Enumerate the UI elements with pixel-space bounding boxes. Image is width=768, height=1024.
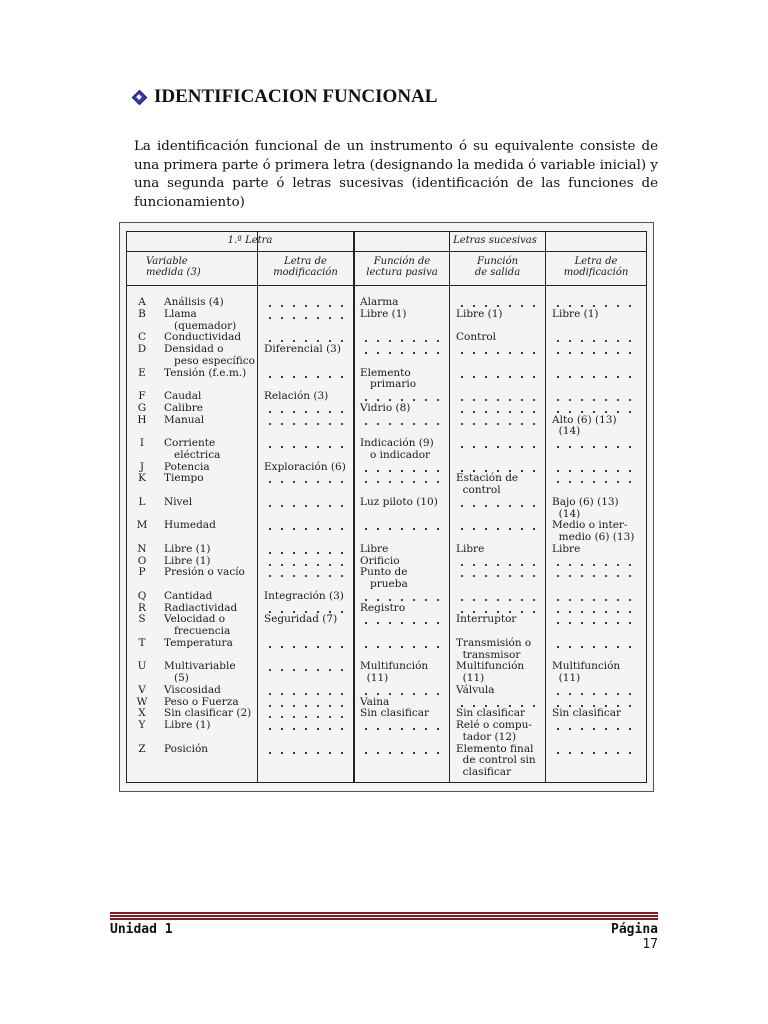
table-cell: (11) xyxy=(360,672,389,684)
table-row xyxy=(120,473,653,485)
dot-leader xyxy=(360,645,442,649)
dot-leader xyxy=(552,563,634,567)
table-cell: Luz piloto (10) xyxy=(360,495,438,508)
table-cell: Radiactividad xyxy=(164,601,238,614)
dot-leader xyxy=(264,422,346,426)
dot-leader xyxy=(360,527,442,531)
dot-leader xyxy=(552,645,634,649)
row-letter: L xyxy=(138,495,146,508)
table-cell: (14) xyxy=(552,507,581,520)
row-letter: Y xyxy=(138,719,146,731)
table-cell: Libre xyxy=(552,542,581,555)
row-letter: U xyxy=(137,660,147,673)
table-row xyxy=(120,767,653,779)
dot-leader xyxy=(552,469,634,473)
table-cell: Llama xyxy=(164,307,197,320)
table-cell: control xyxy=(456,484,501,496)
dot-leader xyxy=(264,692,346,696)
footer-rule xyxy=(110,912,658,920)
table-cell: Vidrio (8) xyxy=(360,401,411,414)
table-cell: Presión o vacío xyxy=(164,566,245,579)
table-cell: Humedad xyxy=(164,519,216,532)
table-cell: Integración (3) xyxy=(264,589,344,602)
table-cell: Exploración (6) xyxy=(264,460,346,473)
table-row xyxy=(120,403,653,415)
row-letter: M xyxy=(136,519,148,532)
dot-leader xyxy=(552,339,634,343)
table-cell: Análisis (4) xyxy=(164,296,224,308)
table-cell: (quemador) xyxy=(164,319,237,332)
table-cell: prueba xyxy=(360,578,408,590)
dot-leader xyxy=(552,727,634,731)
row-letter: F xyxy=(138,390,146,402)
diamond-bullet-icon xyxy=(134,92,144,102)
row-letter: V xyxy=(138,683,146,696)
table-row xyxy=(120,720,653,732)
dot-leader xyxy=(552,445,634,449)
dot-leader xyxy=(264,668,346,672)
dot-leader xyxy=(360,727,442,731)
group-header-subsequent-letters: Letras sucesivas xyxy=(453,235,537,246)
dot-leader xyxy=(264,375,346,379)
table-cell: Densidad o xyxy=(164,343,224,355)
row-letter: T xyxy=(138,636,146,649)
dot-leader xyxy=(264,574,346,578)
table-row xyxy=(120,732,653,744)
section-heading xyxy=(134,86,437,108)
table-cell: Sin clasificar xyxy=(552,707,622,720)
row-letter: G xyxy=(137,401,147,414)
table-cell: Libre xyxy=(456,542,485,555)
row-letter: R xyxy=(138,601,146,614)
row-letter: J xyxy=(139,460,145,473)
dot-leader xyxy=(264,410,346,414)
dot-leader xyxy=(264,316,346,320)
dot-leader xyxy=(456,398,538,402)
dot-leader xyxy=(552,351,634,355)
row-letter: W xyxy=(136,695,148,708)
table-cell: Alarma xyxy=(360,296,399,308)
table-cell: Tensión (f.e.m.) xyxy=(164,366,247,379)
dot-leader xyxy=(264,504,346,508)
table-cell: Válvula xyxy=(456,683,495,696)
col-header-variable: Variable medida (3) xyxy=(146,256,201,278)
dot-leader xyxy=(456,527,538,531)
dot-leader xyxy=(456,410,538,414)
table-cell: Vaina xyxy=(360,695,390,708)
dot-leader xyxy=(360,422,442,426)
table-row xyxy=(120,591,653,603)
table-cell: Caudal xyxy=(164,390,202,402)
table-cell: Indicación (9) xyxy=(360,437,434,449)
table-cell: Cantidad xyxy=(164,589,213,602)
dot-leader xyxy=(360,480,442,484)
dot-leader xyxy=(360,351,442,355)
dot-leader xyxy=(552,480,634,484)
dot-leader xyxy=(264,480,346,484)
dot-leader xyxy=(264,563,346,567)
table-cell: frecuencia xyxy=(164,625,231,637)
dot-leader xyxy=(456,504,538,508)
table-cell: Calibre xyxy=(164,401,203,414)
table-cell: Libre (1) xyxy=(164,719,211,731)
table-cell: Relé o compu- xyxy=(456,719,532,731)
table-cell: Seguridad (7) xyxy=(264,613,338,626)
table-cell: o indicador xyxy=(360,448,431,461)
dot-leader xyxy=(552,574,634,578)
table-cell: Sin clasificar xyxy=(360,707,430,720)
col-header-modifier-2: Letra de modificación xyxy=(563,256,629,278)
table-cell: (11) xyxy=(552,672,581,684)
dot-leader xyxy=(456,563,538,567)
table-row xyxy=(120,497,653,509)
dot-leader xyxy=(264,445,346,449)
dot-leader xyxy=(264,304,346,308)
table-row xyxy=(120,744,653,756)
dot-leader xyxy=(360,469,442,473)
dot-leader xyxy=(360,339,442,343)
table-cell: Orificio xyxy=(360,554,400,567)
row-letter: I xyxy=(139,437,145,449)
table-cell: transmisor xyxy=(456,648,521,661)
dot-leader xyxy=(264,715,346,719)
row-letter: Z xyxy=(138,742,146,755)
row-letter: B xyxy=(138,307,146,320)
table-cell: Alto (6) (13) xyxy=(552,413,617,426)
table-row xyxy=(120,356,653,368)
table-cell: Libre (1) xyxy=(360,307,407,320)
table-cell: Sin clasificar xyxy=(456,707,526,720)
table-cell: Manual xyxy=(164,413,205,426)
col-header-modifier: Letra de modificación xyxy=(273,256,338,278)
table-cell: Nivel xyxy=(164,495,193,508)
table-cell: Control xyxy=(456,331,497,344)
table-cell: Corriente xyxy=(164,437,216,449)
footer-page: Página 17 xyxy=(611,922,658,952)
table-cell: Libre (1) xyxy=(164,542,211,555)
col-header-passive: Función de lectura pasiva xyxy=(366,256,438,278)
dot-leader xyxy=(552,598,634,602)
dot-leader xyxy=(456,598,538,602)
table-cell: Diferencial (3) xyxy=(264,343,341,355)
heading-text: IDENTIFICACION FUNCIONAL xyxy=(154,86,438,107)
table-cell: Elemento final xyxy=(456,742,534,755)
table-cell: Relación (3) xyxy=(264,390,329,402)
table-cell: (5) xyxy=(164,672,189,684)
table-cell: Libre xyxy=(360,542,389,555)
row-letter: O xyxy=(137,554,147,567)
table-cell: Temperatura xyxy=(164,636,233,649)
dot-leader xyxy=(264,704,346,708)
dot-leader xyxy=(456,445,538,449)
dot-leader xyxy=(264,527,346,531)
footer-unit: Unidad 1 xyxy=(110,922,173,937)
dot-leader xyxy=(360,621,442,625)
row-letter: P xyxy=(138,566,146,579)
dot-leader xyxy=(264,727,346,731)
col-header-output: Función de salida xyxy=(474,256,521,278)
table-cell: Transmisión o xyxy=(456,636,532,649)
row-letter: H xyxy=(137,413,147,426)
dot-leader xyxy=(264,751,346,755)
table-cell: Multifunción xyxy=(552,660,621,673)
table-cell: Libre (1) xyxy=(552,307,599,320)
row-letter: C xyxy=(137,331,147,344)
table-row xyxy=(120,755,653,767)
table-row xyxy=(120,685,653,697)
dot-leader xyxy=(552,375,634,379)
table-cell: Bajo (6) (13) xyxy=(552,495,619,508)
dot-leader xyxy=(552,398,634,402)
table-cell: (11) xyxy=(456,672,485,684)
dot-leader xyxy=(552,610,634,614)
identification-table-image xyxy=(119,222,654,792)
dot-leader xyxy=(456,351,538,355)
table-cell: Velocidad o xyxy=(164,613,226,626)
table-cell: eléctrica xyxy=(164,448,221,461)
intro-paragraph: La identificación funcional de un instrumento ó su equivalente consiste de una primera parte ó primera letra (designando la medida ó variable inicial) y una segunda parte ó letras sucesivas (identificación de las funciones de funcionamiento) xyxy=(134,139,658,210)
row-letter: N xyxy=(137,542,147,555)
table-cell: Estación de xyxy=(456,472,519,485)
table-cell: clasificar xyxy=(456,766,512,778)
table-cell: Posición xyxy=(164,742,209,755)
table-cell: Punto de xyxy=(360,566,408,579)
group-header-first-letter: 1.ª Letra xyxy=(227,235,273,246)
table-cell: Viscosidad xyxy=(164,683,221,696)
table-cell: medio (6) (13) xyxy=(552,531,635,543)
table-cell: primario xyxy=(360,378,417,391)
table-cell: de control sin xyxy=(456,754,536,767)
table-row xyxy=(120,450,653,462)
row-letter: S xyxy=(138,613,146,626)
table-cell: Interruptor xyxy=(456,613,517,626)
row-letter: D xyxy=(137,343,147,355)
table-row xyxy=(120,638,653,650)
table-cell: Sin clasificar (2) xyxy=(164,707,252,720)
table-cell: Multifunción xyxy=(360,660,429,673)
dot-leader xyxy=(552,751,634,755)
table-cell: Conductividad xyxy=(164,331,242,344)
dot-leader xyxy=(360,751,442,755)
dot-leader xyxy=(264,551,346,555)
table-cell: Elemento xyxy=(360,366,411,379)
table-cell: Peso o Fuerza xyxy=(164,695,239,708)
table-cell: Medio o inter- xyxy=(552,519,628,532)
row-letter: Q xyxy=(137,589,147,602)
table-cell: tador (12) xyxy=(456,730,517,743)
row-letter: E xyxy=(138,366,146,379)
table-cell: (14) xyxy=(552,425,581,438)
table-cell: Tiempo xyxy=(164,472,204,485)
dot-leader xyxy=(456,422,538,426)
table-cell: Potencia xyxy=(164,460,210,473)
table-cell: peso específico xyxy=(164,354,255,367)
table-cell: Multifunción xyxy=(456,660,525,673)
table-cell: Libre (1) xyxy=(164,554,211,567)
row-letter: X xyxy=(138,707,146,720)
dot-leader xyxy=(552,621,634,625)
row-letter: A xyxy=(138,296,146,308)
table-cell: Multivariable xyxy=(164,660,236,673)
table-cell: Registro xyxy=(360,601,406,614)
table-row xyxy=(120,544,653,556)
dot-leader xyxy=(264,645,346,649)
dot-leader xyxy=(456,375,538,379)
dot-leader xyxy=(552,692,634,696)
table-row xyxy=(120,309,653,321)
dot-leader xyxy=(456,574,538,578)
table-cell: Libre (1) xyxy=(456,307,503,320)
row-letter: K xyxy=(138,472,146,485)
